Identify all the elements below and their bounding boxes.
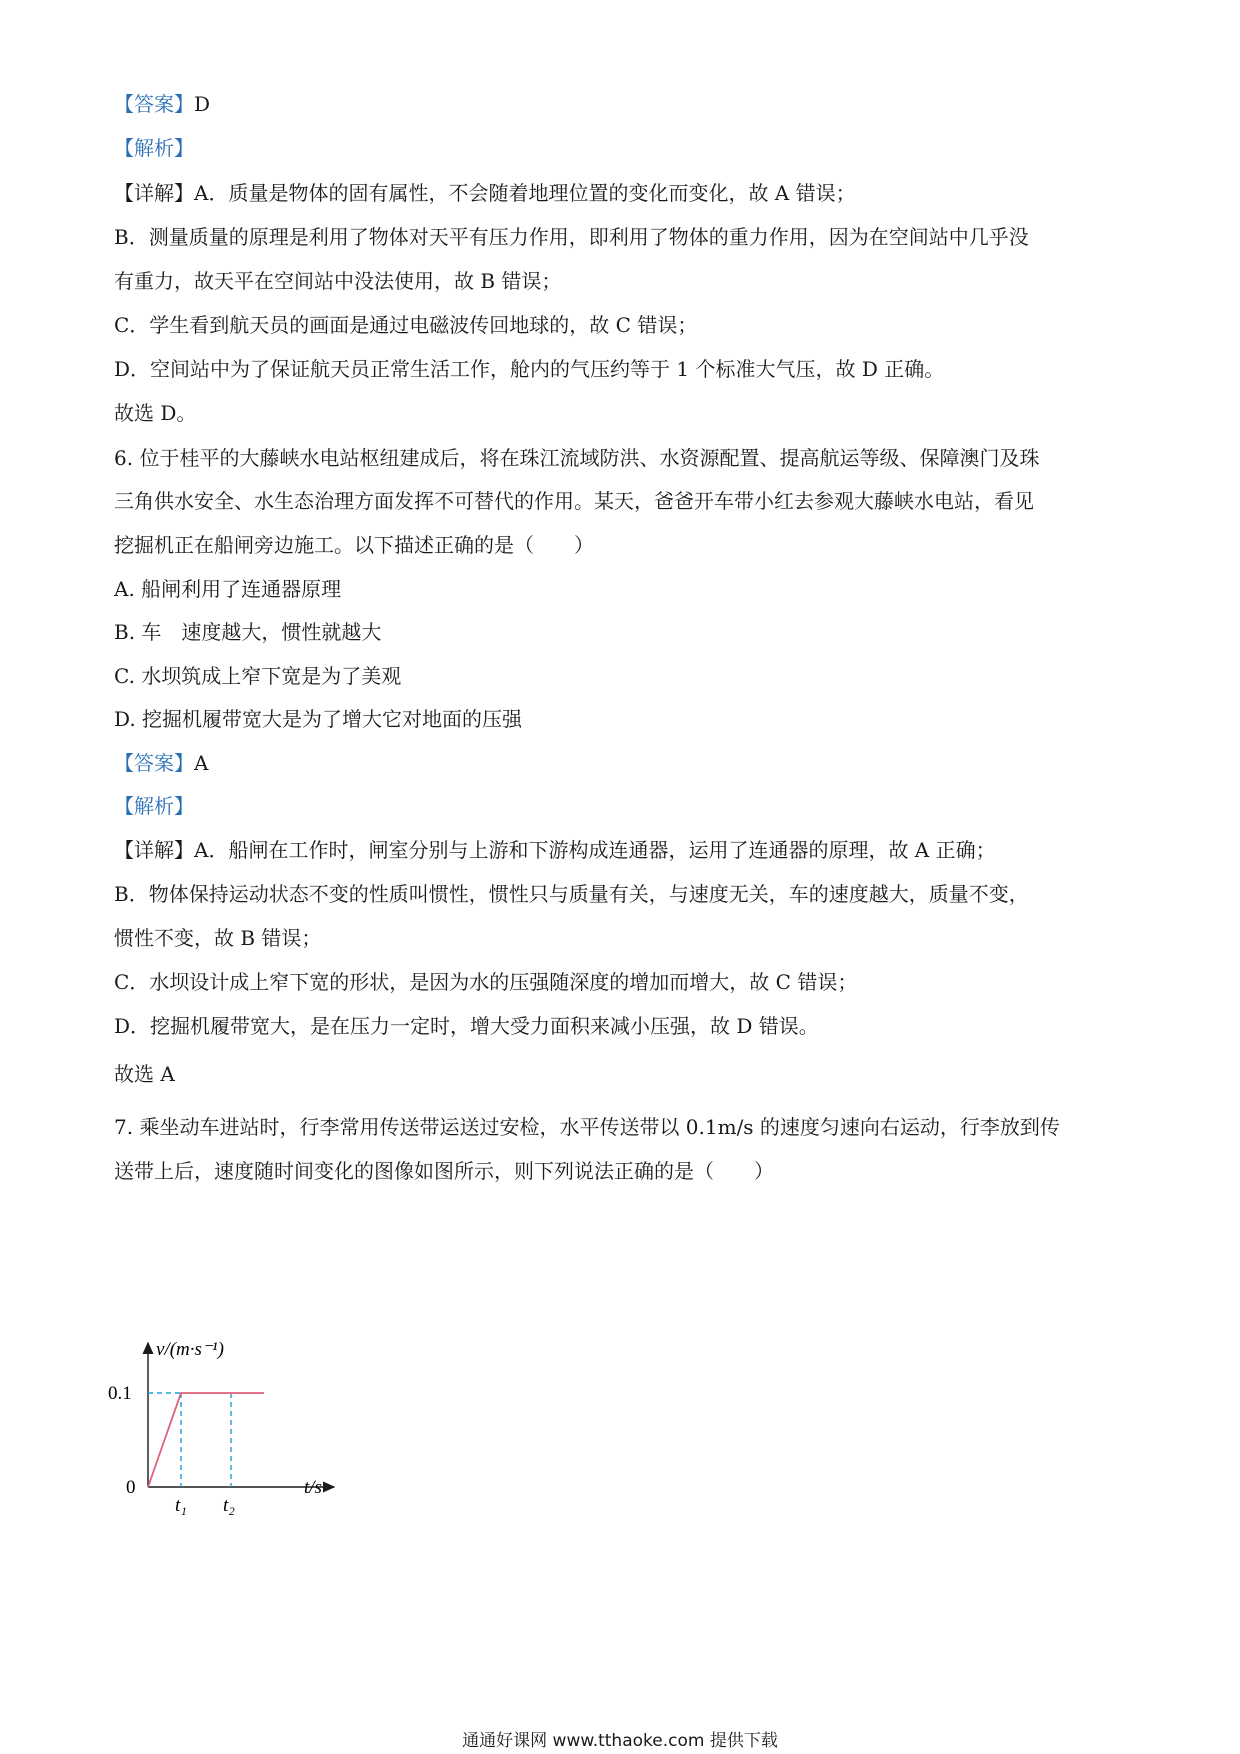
line-text: 7. 乘坐动车进站时，行李常用传送带运送过安检，水平传送带以 0.1m/s 的速度匀速向右运动，行李放到传 [114,1115,1060,1139]
line-text: 惯性不变，故 B 错误； [114,926,322,950]
text-line [114,791,194,821]
line-text: 故选 A [114,1062,175,1086]
text-line [114,835,996,865]
text-line [114,178,856,208]
text-line [114,1112,1060,1142]
velocity-time-graph [108,1335,368,1515]
line-text: C．水坝设计成上窄下宽的形状，是因为水的压强随深度的增加而增大，故 C 错误； [114,970,858,994]
line-text: 有重力，故天平在空间站中没法使用，故 B 错误； [114,269,562,293]
text-line [114,923,321,953]
line-text: B．测量质量的原理是利用了物体对天平有压力作用，即利用了物体的重力作用，因为在空间站中几乎没 [114,225,1029,249]
text-line [114,661,401,691]
text-line [114,222,1029,252]
x-tick-label-t1: t₁ [175,1495,187,1515]
section-tag: 【解析】 [114,136,194,160]
text-line [114,266,561,296]
text-line [114,704,522,734]
section-tag: 【答案】 [114,751,194,775]
text-line [114,133,194,163]
velocity-line [148,1393,264,1487]
text-line [114,486,1034,516]
line-text: A. 船闸利用了连通器原理 [114,577,342,601]
line-text: C. 水坝筑成上窄下宽是为了美观 [114,664,402,688]
line-text: 送带上后，速度随时间变化的图像如图所示，则下列说法正确的是（ ） [114,1159,774,1183]
text-line [114,354,944,384]
section-tag: 【答案】 [114,92,194,116]
y-axis-label: v/(m·s⁻¹) [156,1339,224,1360]
line-text: B. 车 速度越大，惯性就越大 [114,620,382,644]
page-footer: 通通好课网 www.tthaoke.com 提供下载 [462,1731,778,1751]
line-text: C．学生看到航天员的画面是通过电磁波传回地球的，故 C 错误； [114,313,698,337]
x-axis-label: t/s [304,1477,322,1498]
line-text: 【详解】A．质量是物体的固有属性，不会随着地理位置的变化而变化，故 A 错误； [114,181,856,205]
line-text: 6. 位于桂平的大藤峡水电站枢纽建成后，将在珠江流域防洪、水资源配置、提高航运等级、保障澳门及珠 [114,446,1040,470]
section-tag: 【解析】 [114,794,194,818]
origin-label: 0 [126,1477,136,1498]
line-text: D [194,92,211,116]
text-line [114,617,381,647]
line-text: 【详解】A．船闸在工作时，闸室分别与上游和下游构成连通器，运用了连通器的原理，故 A 正确； [114,838,996,862]
text-line [114,1156,774,1186]
text-line [114,1011,819,1041]
line-text: D．挖掘机履带宽大，是在压力一定时，增大受力面积来减小压强，故 D 错误。 [114,1014,819,1038]
line-text: B．物体保持运动状态不变的性质叫惯性，惯性只与质量有关，与速度无关，车的速度越大，质量不变， [114,882,1029,906]
line-text: 挖掘机正在船闸旁边施工。以下描述正确的是（ ） [114,533,594,557]
text-line [114,574,341,604]
line-text: D. 挖掘机履带宽大是为了增大它对地面的压强 [114,707,523,731]
line-text: A [194,751,209,775]
text-line [114,398,196,428]
text-line [114,1059,175,1089]
line-text: D．空间站中为了保证航天员正常生活工作，舱内的气压约等于 1 个标准大气压，故 D 正确。 [114,357,945,381]
line-text: 故选 D。 [114,401,197,425]
text-line [114,748,208,778]
x-tick-label-t2: t₂ [223,1495,235,1515]
text-line [114,530,594,560]
text-line [114,443,1039,473]
y-tick-label: 0.1 [108,1383,132,1404]
line-text: 三角供水安全、水生态治理方面发挥不可替代的作用。某天，爸爸开车带小红去参观大藤峡水电站，看见 [114,489,1034,513]
text-line [114,879,1029,909]
text-line [114,967,857,997]
text-line [114,310,697,340]
text-line [114,89,210,119]
